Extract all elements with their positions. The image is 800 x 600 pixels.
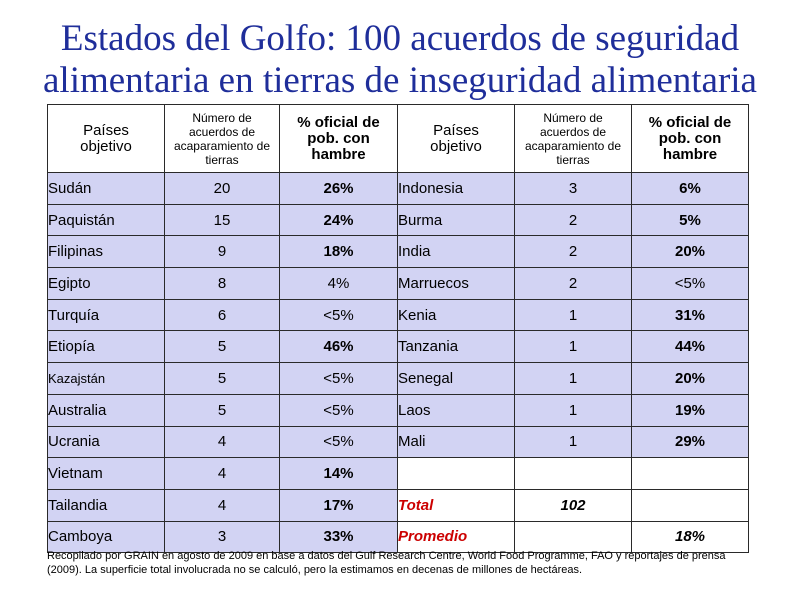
hunger-cell: 31% xyxy=(632,299,749,331)
hunger-cell: 14% xyxy=(280,458,398,490)
total-label: Total xyxy=(398,489,515,521)
deals-cell: 4 xyxy=(165,489,280,521)
table-row xyxy=(48,331,749,363)
hunger-cell: 17% xyxy=(280,489,398,521)
empty-cell xyxy=(515,521,632,553)
average-value: 18% xyxy=(632,521,749,553)
deals-cell: 2 xyxy=(515,268,632,300)
deals-cell: 5 xyxy=(165,331,280,363)
slide-title-line-1: Estados del Golfo: 100 acuerdos de seguridad xyxy=(60,18,740,59)
table-row xyxy=(48,458,749,490)
hunger-cell: <5% xyxy=(280,299,398,331)
hunger-cell: 20% xyxy=(632,363,749,395)
deals-cell: 8 xyxy=(165,268,280,300)
hunger-cell: 18% xyxy=(280,236,398,268)
empty-cell xyxy=(398,458,515,490)
country-cell: India xyxy=(398,236,515,268)
table-row xyxy=(48,236,749,268)
empty-cell xyxy=(632,458,749,490)
header-row xyxy=(48,105,749,173)
header-hunger-right: % oficial de pob. con hambre xyxy=(632,105,749,173)
deals-cell: 2 xyxy=(515,204,632,236)
deals-cell: 1 xyxy=(515,426,632,458)
deals-cell: 15 xyxy=(165,204,280,236)
country-cell: Burma xyxy=(398,204,515,236)
slide-title xyxy=(0,18,800,102)
deals-cell: 1 xyxy=(515,331,632,363)
table-row xyxy=(48,521,749,553)
source-note: Recopilado por GRAIN en agosto de 2009 en base a datos del Gulf Research Centre, World Food Programme, FAO y reportajes de prensa (2009). La superficie total involucrada no se calculó, pero la estimamos en decenas de millones de hectáreas. xyxy=(47,550,726,576)
country-cell: Kazajstán xyxy=(48,363,165,395)
deals-cell: 6 xyxy=(165,299,280,331)
header-countries-right: Países objetivo xyxy=(398,105,515,173)
country-cell: Egipto xyxy=(48,268,165,300)
country-cell: Tailandia xyxy=(48,489,165,521)
table-row xyxy=(48,489,749,521)
deals-cell: 5 xyxy=(165,394,280,426)
table-row xyxy=(48,173,749,205)
hunger-cell: 24% xyxy=(280,204,398,236)
country-cell: Senegal xyxy=(398,363,515,395)
average-label: Promedio xyxy=(398,521,515,553)
hunger-cell: 6% xyxy=(632,173,749,205)
deals-cell: 20 xyxy=(165,173,280,205)
country-cell: Indonesia xyxy=(398,173,515,205)
hunger-cell: 44% xyxy=(632,331,749,363)
header-deals-left: Número de acuerdos de acaparamiento de tierras xyxy=(165,105,280,173)
country-cell: Australia xyxy=(48,394,165,426)
deals-cell: 3 xyxy=(165,521,280,553)
hunger-cell: <5% xyxy=(280,363,398,395)
hunger-cell: <5% xyxy=(280,426,398,458)
hunger-cell: 20% xyxy=(632,236,749,268)
header-countries-left: Países objetivo xyxy=(48,105,165,173)
hunger-cell: <5% xyxy=(280,394,398,426)
country-cell: Sudán xyxy=(48,173,165,205)
country-cell: Camboya xyxy=(48,521,165,553)
land-deals-table xyxy=(47,104,749,553)
country-cell: Ucrania xyxy=(48,426,165,458)
deals-cell: 1 xyxy=(515,394,632,426)
deals-cell: 1 xyxy=(515,299,632,331)
header-deals-right: Número de acuerdos de acaparamiento de tierras xyxy=(515,105,632,173)
deals-cell: 4 xyxy=(165,458,280,490)
header-hunger-left: % oficial de pob. con hambre xyxy=(280,105,398,173)
table-row xyxy=(48,363,749,395)
table-row xyxy=(48,394,749,426)
total-value: 102 xyxy=(515,489,632,521)
country-cell: Etiopía xyxy=(48,331,165,363)
hunger-cell: 29% xyxy=(632,426,749,458)
hunger-cell: 46% xyxy=(280,331,398,363)
deals-cell: 2 xyxy=(515,236,632,268)
hunger-cell: <5% xyxy=(632,268,749,300)
country-cell: Vietnam xyxy=(48,458,165,490)
table-row xyxy=(48,204,749,236)
hunger-cell: 19% xyxy=(632,394,749,426)
empty-cell xyxy=(515,458,632,490)
empty-cell xyxy=(632,489,749,521)
country-cell: Filipinas xyxy=(48,236,165,268)
slide-title-line-2: alimentaria en tierras de inseguridad alimentaria xyxy=(43,60,757,101)
hunger-cell: 4% xyxy=(280,268,398,300)
deals-cell: 4 xyxy=(165,426,280,458)
hunger-cell: 33% xyxy=(280,521,398,553)
country-cell: Turquía xyxy=(48,299,165,331)
country-cell: Mali xyxy=(398,426,515,458)
deals-cell: 3 xyxy=(515,173,632,205)
hunger-cell: 5% xyxy=(632,204,749,236)
country-cell: Paquistán xyxy=(48,204,165,236)
deals-cell: 9 xyxy=(165,236,280,268)
deals-cell: 1 xyxy=(515,363,632,395)
country-cell: Marruecos xyxy=(398,268,515,300)
deals-cell: 5 xyxy=(165,363,280,395)
table-row xyxy=(48,268,749,300)
hunger-cell: 26% xyxy=(280,173,398,205)
country-cell: Tanzania xyxy=(398,331,515,363)
country-cell: Kenia xyxy=(398,299,515,331)
country-cell: Laos xyxy=(398,394,515,426)
table-row xyxy=(48,299,749,331)
table-row xyxy=(48,426,749,458)
